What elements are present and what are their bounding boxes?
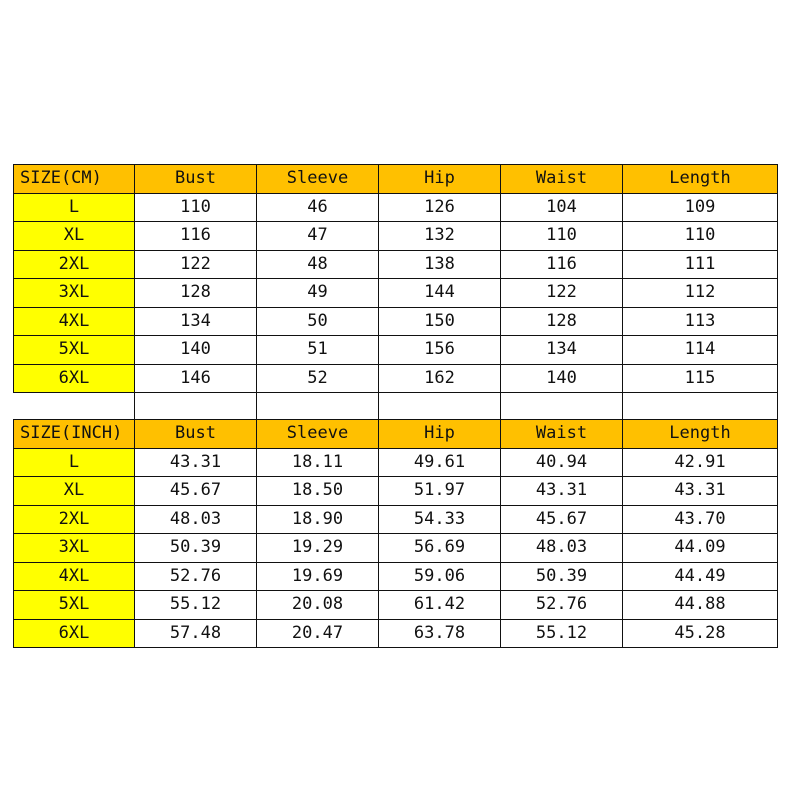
size-label: L — [14, 193, 135, 222]
measurement-cell: 63.78 — [379, 619, 501, 648]
measurement-cell: 18.50 — [257, 477, 379, 506]
measurement-cell: 43.31 — [501, 477, 623, 506]
measurement-cell: 52 — [257, 364, 379, 393]
measurement-cell: 116 — [501, 250, 623, 279]
measurement-cell: 116 — [135, 222, 257, 251]
measurement-cell: 48 — [257, 250, 379, 279]
measurement-cell: 122 — [501, 279, 623, 308]
size-label: XL — [14, 222, 135, 251]
size-unit-header: SIZE(INCH) — [14, 420, 135, 449]
spacer-cell — [14, 393, 135, 420]
measurement-cell: 51.97 — [379, 477, 501, 506]
measurement-cell: 110 — [501, 222, 623, 251]
table-spacer-row — [14, 393, 778, 420]
measurement-cell: 112 — [623, 279, 778, 308]
table-row — [14, 619, 778, 648]
measurement-cell: 59.06 — [379, 562, 501, 591]
measurement-cell: 48.03 — [501, 534, 623, 563]
measurement-cell: 44.88 — [623, 591, 778, 620]
measurement-cell: 43.31 — [623, 477, 778, 506]
measurement-cell: 44.09 — [623, 534, 778, 563]
measurement-cell: 20.08 — [257, 591, 379, 620]
measurement-cell: 55.12 — [501, 619, 623, 648]
size-label: XL — [14, 477, 135, 506]
column-header-sleeve: Sleeve — [257, 420, 379, 449]
measurement-cell: 56.69 — [379, 534, 501, 563]
measurement-cell: 52.76 — [501, 591, 623, 620]
table-row — [14, 307, 778, 336]
table-row — [14, 505, 778, 534]
table-row — [14, 336, 778, 365]
spacer-cell — [501, 393, 623, 420]
table-row — [14, 222, 778, 251]
measurement-cell: 126 — [379, 193, 501, 222]
measurement-cell: 19.69 — [257, 562, 379, 591]
measurement-cell: 110 — [135, 193, 257, 222]
spacer-cell — [379, 393, 501, 420]
measurement-cell: 128 — [135, 279, 257, 308]
measurement-cell: 47 — [257, 222, 379, 251]
measurement-cell: 140 — [135, 336, 257, 365]
measurement-cell: 115 — [623, 364, 778, 393]
size-label: 2XL — [14, 250, 135, 279]
measurement-cell: 162 — [379, 364, 501, 393]
size-label: 2XL — [14, 505, 135, 534]
size-label: 6XL — [14, 364, 135, 393]
measurement-cell: 52.76 — [135, 562, 257, 591]
measurement-cell: 45.67 — [135, 477, 257, 506]
measurement-cell: 132 — [379, 222, 501, 251]
column-header-length: Length — [623, 420, 778, 449]
spacer-cell — [257, 393, 379, 420]
table-row — [14, 477, 778, 506]
measurement-cell: 113 — [623, 307, 778, 336]
size-label: 4XL — [14, 307, 135, 336]
measurement-cell: 57.48 — [135, 619, 257, 648]
measurement-cell: 44.49 — [623, 562, 778, 591]
measurement-cell: 51 — [257, 336, 379, 365]
measurement-cell: 50.39 — [135, 534, 257, 563]
measurement-cell: 18.11 — [257, 448, 379, 477]
measurement-cell: 45.28 — [623, 619, 778, 648]
size-label: 3XL — [14, 534, 135, 563]
column-header-hip: Hip — [379, 165, 501, 194]
table-row — [14, 364, 778, 393]
size-chart-body — [14, 165, 778, 648]
cm-header-row — [14, 165, 778, 194]
measurement-cell: 109 — [623, 193, 778, 222]
measurement-cell: 43.31 — [135, 448, 257, 477]
column-header-length: Length — [623, 165, 778, 194]
measurement-cell: 20.47 — [257, 619, 379, 648]
table-row — [14, 534, 778, 563]
column-header-hip: Hip — [379, 420, 501, 449]
table-row — [14, 591, 778, 620]
measurement-cell: 45.67 — [501, 505, 623, 534]
measurement-cell: 19.29 — [257, 534, 379, 563]
measurement-cell: 156 — [379, 336, 501, 365]
column-header-sleeve: Sleeve — [257, 165, 379, 194]
size-chart-table — [13, 164, 778, 648]
measurement-cell: 110 — [623, 222, 778, 251]
table-row — [14, 250, 778, 279]
inch-header-row — [14, 420, 778, 449]
measurement-cell: 122 — [135, 250, 257, 279]
measurement-cell: 48.03 — [135, 505, 257, 534]
table-row — [14, 562, 778, 591]
measurement-cell: 144 — [379, 279, 501, 308]
size-label: 3XL — [14, 279, 135, 308]
measurement-cell: 18.90 — [257, 505, 379, 534]
measurement-cell: 54.33 — [379, 505, 501, 534]
measurement-cell: 55.12 — [135, 591, 257, 620]
measurement-cell: 114 — [623, 336, 778, 365]
measurement-cell: 49 — [257, 279, 379, 308]
table-row — [14, 193, 778, 222]
column-header-bust: Bust — [135, 420, 257, 449]
measurement-cell: 40.94 — [501, 448, 623, 477]
measurement-cell: 50.39 — [501, 562, 623, 591]
spacer-cell — [135, 393, 257, 420]
column-header-waist: Waist — [501, 165, 623, 194]
measurement-cell: 61.42 — [379, 591, 501, 620]
measurement-cell: 49.61 — [379, 448, 501, 477]
size-label: 4XL — [14, 562, 135, 591]
column-header-bust: Bust — [135, 165, 257, 194]
measurement-cell: 146 — [135, 364, 257, 393]
size-label: 6XL — [14, 619, 135, 648]
spacer-cell — [623, 393, 778, 420]
size-label: L — [14, 448, 135, 477]
measurement-cell: 150 — [379, 307, 501, 336]
measurement-cell: 111 — [623, 250, 778, 279]
measurement-cell: 50 — [257, 307, 379, 336]
size-label: 5XL — [14, 336, 135, 365]
measurement-cell: 43.70 — [623, 505, 778, 534]
column-header-waist: Waist — [501, 420, 623, 449]
measurement-cell: 42.91 — [623, 448, 778, 477]
measurement-cell: 134 — [501, 336, 623, 365]
measurement-cell: 104 — [501, 193, 623, 222]
measurement-cell: 128 — [501, 307, 623, 336]
table-row — [14, 448, 778, 477]
measurement-cell: 140 — [501, 364, 623, 393]
table-row — [14, 279, 778, 308]
measurement-cell: 46 — [257, 193, 379, 222]
measurement-cell: 134 — [135, 307, 257, 336]
size-label: 5XL — [14, 591, 135, 620]
size-unit-header: SIZE(CM) — [14, 165, 135, 194]
measurement-cell: 138 — [379, 250, 501, 279]
